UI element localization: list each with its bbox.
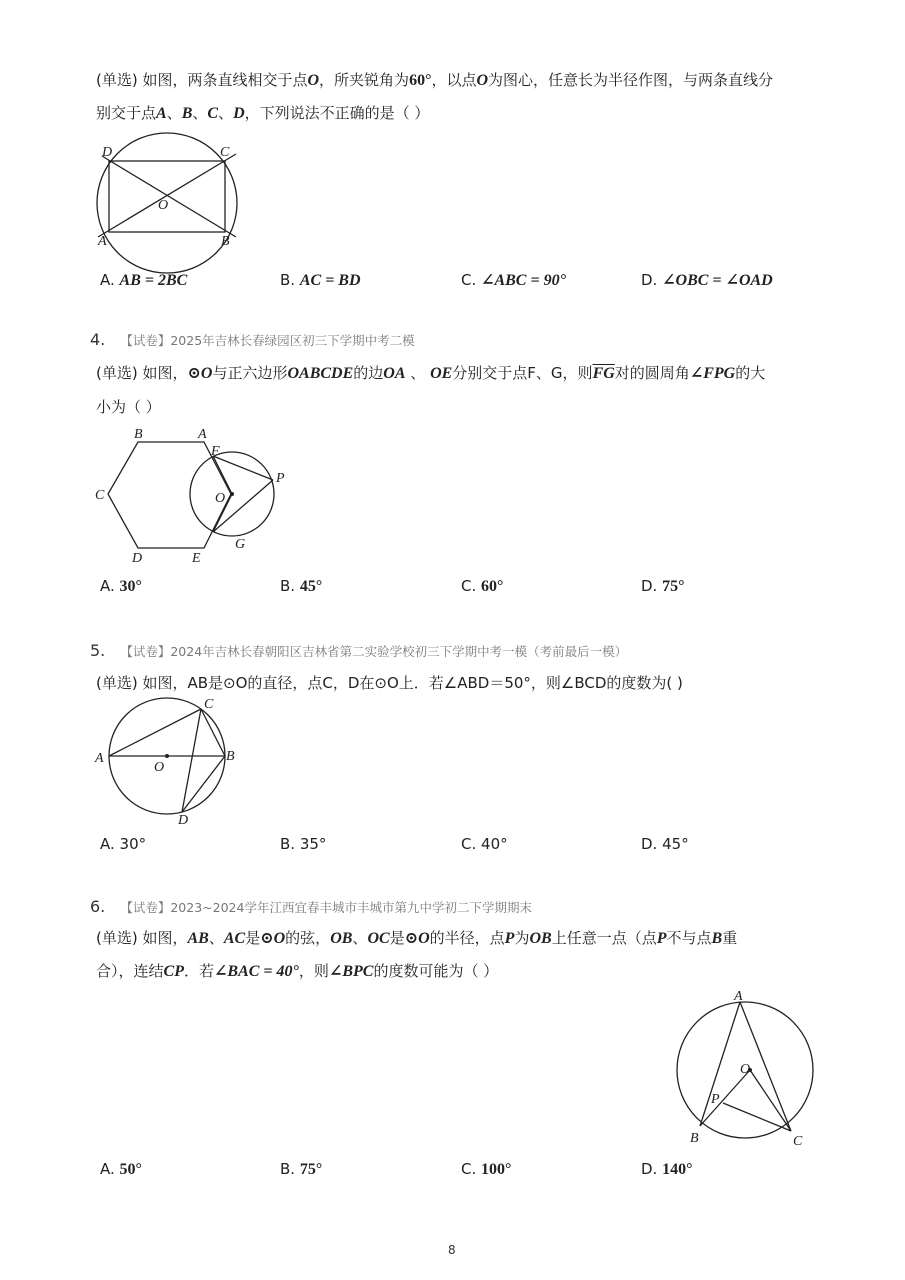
q4-figure — [90, 422, 290, 570]
q4-label-p: P — [276, 471, 285, 486]
q6-label-a: A — [734, 989, 743, 1004]
q4-center-dot — [230, 492, 234, 496]
q4-arc-fg: $\overline{FG}$ — [592, 365, 615, 382]
q4-segment-of — [213, 456, 232, 494]
q5-label-b: B — [226, 749, 235, 764]
q6-number: 6. — [90, 897, 106, 916]
q3-option-b[interactable]: B. AC = BD — [280, 271, 361, 289]
q6-figure — [668, 983, 828, 1155]
q4-label-e: E — [192, 551, 201, 566]
q5-center-dot — [165, 754, 169, 758]
q3-figure — [90, 136, 250, 258]
q4-stem-line1: (单选) 如图，⊙O与正六边形OABCDE的边OA 、 OE分别交于点F、G，则$\overline{FG}$对的圆周角∠FPG的大 — [96, 364, 766, 382]
q5-stem-line1: (单选) 如图，AB是⊙O的直径，点C，D在⊙O上．若∠ABD＝50°，则∠BCD的度数为( ) — [96, 674, 683, 692]
q3-stem-line1: (单选) 如图，两条直线相交于点O，所夹锐角为60°，以点O为图心，任意长为半径作图，与两条直线分 — [96, 71, 774, 89]
q3-option-c[interactable]: C. ∠ABC = 90° — [461, 271, 566, 289]
q4-number: 4. — [90, 330, 106, 349]
q5-segment-bd — [182, 756, 225, 812]
q5-figure — [90, 692, 250, 832]
q4-source: 【试卷】2025年吉林长春绿园区初三下学期中考二模 — [120, 333, 415, 348]
page-number: 8 — [448, 1243, 456, 1257]
q5-label-o: O — [154, 760, 165, 775]
q5-segment-cb — [201, 709, 225, 756]
q6-label-p: P — [711, 1092, 720, 1107]
q5-label-c: C — [204, 697, 214, 712]
q6-radius-ob — [700, 1070, 750, 1126]
q6-option-b[interactable]: B. 75° — [280, 1160, 323, 1178]
q4-option-b[interactable]: B. 45° — [280, 577, 323, 595]
q3-option-a[interactable]: A. AB = 2BC — [100, 271, 188, 289]
q3-line-bd — [102, 156, 236, 237]
q3-stem-line2: 别交于点A、B、C、D，下列说法不正确的是（ ） — [96, 104, 430, 122]
q3-label-c: C — [220, 145, 230, 160]
q4-segment-gp — [213, 480, 273, 532]
q6-stem-line2: 合），连结CP．若∠BAC = 40°，则∠BPC的度数可能为（ ） — [96, 962, 499, 980]
q6-header — [90, 897, 532, 916]
q6-source: 【试卷】2023~2024学年江西宜春丰城市丰城市第九中学初二下学期期末 — [120, 900, 532, 915]
q3-label-d: D — [102, 145, 113, 160]
q5-source: 【试卷】2024年吉林长春朝阳区吉林省第二实验学校初三下学期中考一模（考前最后一模） — [120, 644, 628, 659]
q5-option-c[interactable]: C. 40° — [461, 835, 508, 853]
q4-stem-line2: 小为（ ） — [96, 398, 161, 416]
q5-option-b[interactable]: B. 35° — [280, 835, 327, 853]
q5-option-a[interactable]: A. 30° — [100, 835, 147, 853]
q4-label-b: B — [134, 427, 143, 442]
q6-label-c: C — [793, 1134, 803, 1149]
q4-label-c: C — [95, 488, 105, 503]
q4-label-f: F — [211, 444, 220, 459]
q3-label-o: O — [158, 198, 169, 213]
q6-segment-pc — [723, 1103, 791, 1131]
q3-option-d[interactable]: D. ∠OBC = ∠OAD — [641, 271, 773, 289]
q6-option-d[interactable]: D. 140° — [641, 1160, 693, 1178]
q6-stem-line1: (单选) 如图，AB、AC是⊙O的弦，OB、OC是⊙O的半径，点P为OB上任意一点（点P不与点B重 — [96, 929, 738, 947]
q4-label-a: A — [198, 427, 207, 442]
q4-header — [90, 330, 415, 349]
q5-segment-ac — [109, 709, 201, 756]
q4-option-a[interactable]: A. 30° — [100, 577, 142, 595]
q4-option-c[interactable]: C. 60° — [461, 577, 504, 595]
q4-label-o: O — [215, 491, 226, 506]
q5-number: 5. — [90, 641, 106, 660]
q5-header — [90, 641, 627, 660]
q5-label-a: A — [95, 751, 104, 766]
q5-option-d[interactable]: D. 45° — [641, 835, 689, 853]
q6-option-a[interactable]: A. 50° — [100, 1160, 142, 1178]
q3-label-a: A — [98, 234, 107, 249]
q6-option-c[interactable]: C. 100° — [461, 1160, 512, 1178]
q5-segment-cd — [182, 709, 201, 812]
q3-label-b: B — [221, 234, 230, 249]
q4-label-g: G — [235, 537, 246, 552]
q6-label-b: B — [690, 1131, 699, 1146]
q4-label-d: D — [132, 551, 143, 566]
q5-label-d: D — [178, 813, 189, 828]
q6-label-o: O — [740, 1062, 751, 1077]
q4-option-d[interactable]: D. 75° — [641, 577, 685, 595]
